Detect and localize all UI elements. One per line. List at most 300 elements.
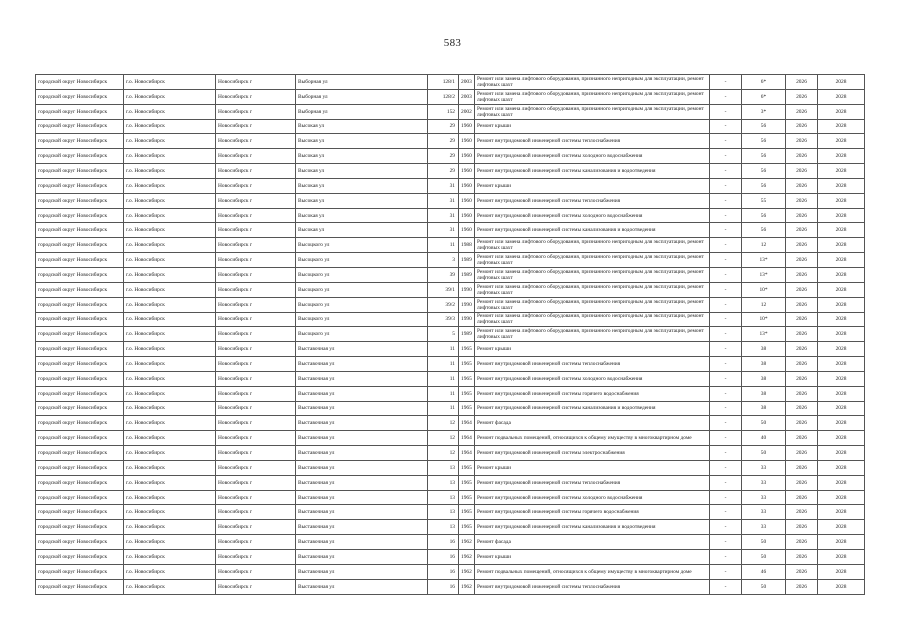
cell-dash: - <box>710 505 742 520</box>
cell-value: 12 <box>742 297 786 312</box>
cell-value: 10* <box>742 312 786 327</box>
cell-end-year: 2028 <box>818 446 865 461</box>
table-row <box>36 520 865 535</box>
cell-start-year: 2026 <box>786 401 818 416</box>
cell-municipality: городской округ Новосибирск <box>36 416 124 431</box>
cell-year: 1965 <box>459 475 475 490</box>
cell-locality: Новосибирск г <box>216 312 296 327</box>
cell-work-type: Ремонт внутридомовой инженерной системы теплоснабжения <box>475 475 710 490</box>
cell-house: 11 <box>428 371 459 386</box>
cell-street: Выставочная ул <box>296 416 428 431</box>
cell-value: 38 <box>742 357 786 372</box>
cell-value: 38 <box>742 371 786 386</box>
cell-work-type: Ремонт фасада <box>475 416 710 431</box>
cell-end-year: 2028 <box>818 327 865 342</box>
cell-year: 1964 <box>459 431 475 446</box>
cell-municipality: городской округ Новосибирск <box>36 446 124 461</box>
cell-locality: Новосибирск г <box>216 446 296 461</box>
cell-work-type: Ремонт внутридомовой инженерной системы холодного водоснабжения <box>475 490 710 505</box>
cell-municipality: городской округ Новосибирск <box>36 208 124 223</box>
cell-municipality: городской округ Новосибирск <box>36 475 124 490</box>
cell-end-year: 2028 <box>818 460 865 475</box>
cell-house: 11 <box>428 401 459 416</box>
cell-district: г.о. Новосибирск <box>124 312 216 327</box>
cell-year: 1960 <box>459 178 475 193</box>
cell-district: г.о. Новосибирск <box>124 119 216 134</box>
cell-locality: Новосибирск г <box>216 297 296 312</box>
cell-street: Выставочная ул <box>296 475 428 490</box>
cell-house: 128/2 <box>428 89 459 104</box>
cell-year: 1964 <box>459 446 475 461</box>
cell-value: 55 <box>742 193 786 208</box>
cell-end-year: 2028 <box>818 371 865 386</box>
cell-end-year: 2028 <box>818 431 865 446</box>
cell-dash: - <box>710 134 742 149</box>
table-body <box>36 75 865 595</box>
cell-dash: - <box>710 238 742 253</box>
cell-street: Выставочная ул <box>296 579 428 594</box>
cell-work-type: Ремонт внутридомовой инженерной системы теплоснабжения <box>475 579 710 594</box>
cell-street: Выставочная ул <box>296 401 428 416</box>
cell-municipality: городской округ Новосибирск <box>36 535 124 550</box>
cell-dash: - <box>710 104 742 119</box>
repair-schedule-table <box>35 74 865 595</box>
cell-municipality: городской округ Новосибирск <box>36 297 124 312</box>
cell-start-year: 2026 <box>786 89 818 104</box>
cell-start-year: 2026 <box>786 134 818 149</box>
cell-start-year: 2026 <box>786 520 818 535</box>
cell-district: г.о. Новосибирск <box>124 371 216 386</box>
cell-district: г.о. Новосибирск <box>124 149 216 164</box>
cell-start-year: 2026 <box>786 327 818 342</box>
cell-house: 152 <box>428 104 459 119</box>
cell-street: Выставочная ул <box>296 357 428 372</box>
cell-start-year: 2026 <box>786 312 818 327</box>
cell-dash: - <box>710 89 742 104</box>
cell-value: 56 <box>742 149 786 164</box>
cell-value: 56 <box>742 223 786 238</box>
cell-municipality: городской округ Новосибирск <box>36 579 124 594</box>
cell-locality: Новосибирск г <box>216 357 296 372</box>
cell-municipality: городской округ Новосибирск <box>36 327 124 342</box>
cell-start-year: 2026 <box>786 446 818 461</box>
cell-house: 12 <box>428 431 459 446</box>
cell-locality: Новосибирск г <box>216 253 296 268</box>
cell-end-year: 2028 <box>818 416 865 431</box>
cell-dash: - <box>710 297 742 312</box>
cell-dash: - <box>710 550 742 565</box>
cell-dash: - <box>710 282 742 297</box>
cell-start-year: 2026 <box>786 149 818 164</box>
cell-start-year: 2026 <box>786 297 818 312</box>
cell-house: 13 <box>428 505 459 520</box>
cell-district: г.о. Новосибирск <box>124 401 216 416</box>
cell-district: г.о. Новосибирск <box>124 178 216 193</box>
cell-district: г.о. Новосибирск <box>124 520 216 535</box>
cell-end-year: 2028 <box>818 550 865 565</box>
cell-year: 1965 <box>459 505 475 520</box>
cell-street: Выставочная ул <box>296 550 428 565</box>
cell-house: 11 <box>428 238 459 253</box>
cell-locality: Новосибирск г <box>216 431 296 446</box>
cell-year: 1962 <box>459 579 475 594</box>
cell-start-year: 2026 <box>786 342 818 357</box>
cell-work-type: Ремонт внутридомовой инженерной системы канализования и водоотведения <box>475 520 710 535</box>
cell-street: Высокая ул <box>296 178 428 193</box>
cell-work-type: Ремонт или замена лифтового оборудования, признанного непригодным для эксплуатации, ремонт лифтовых шахт <box>475 297 710 312</box>
cell-district: г.о. Новосибирск <box>124 75 216 90</box>
cell-year: 1990 <box>459 312 475 327</box>
cell-year: 2003 <box>459 89 475 104</box>
cell-street: Выборная ул <box>296 89 428 104</box>
cell-year: 1965 <box>459 401 475 416</box>
cell-locality: Новосибирск г <box>216 416 296 431</box>
cell-street: Высоцкого ул <box>296 312 428 327</box>
cell-municipality: городской округ Новосибирск <box>36 119 124 134</box>
cell-value: 56 <box>742 164 786 179</box>
cell-year: 1989 <box>459 267 475 282</box>
cell-street: Выставочная ул <box>296 490 428 505</box>
cell-street: Высокая ул <box>296 149 428 164</box>
cell-district: г.о. Новосибирск <box>124 357 216 372</box>
cell-locality: Новосибирск г <box>216 282 296 297</box>
cell-value: 50 <box>742 446 786 461</box>
table-row <box>36 505 865 520</box>
cell-district: г.о. Новосибирск <box>124 164 216 179</box>
cell-year: 1965 <box>459 386 475 401</box>
cell-house: 29 <box>428 134 459 149</box>
cell-street: Выставочная ул <box>296 386 428 401</box>
cell-municipality: городской округ Новосибирск <box>36 149 124 164</box>
cell-end-year: 2028 <box>818 401 865 416</box>
cell-municipality: городской округ Новосибирск <box>36 164 124 179</box>
cell-start-year: 2026 <box>786 475 818 490</box>
cell-locality: Новосибирск г <box>216 475 296 490</box>
cell-street: Высокая ул <box>296 208 428 223</box>
cell-street: Выставочная ул <box>296 505 428 520</box>
table-row <box>36 327 865 342</box>
cell-house: 11 <box>428 386 459 401</box>
cell-start-year: 2026 <box>786 282 818 297</box>
cell-municipality: городской округ Новосибирск <box>36 490 124 505</box>
cell-house: 16 <box>428 564 459 579</box>
cell-district: г.о. Новосибирск <box>124 490 216 505</box>
table-row <box>36 312 865 327</box>
cell-start-year: 2026 <box>786 490 818 505</box>
cell-house: 31 <box>428 178 459 193</box>
table-row <box>36 223 865 238</box>
cell-street: Высокая ул <box>296 164 428 179</box>
cell-house: 29 <box>428 164 459 179</box>
cell-year: 1989 <box>459 327 475 342</box>
table-row <box>36 253 865 268</box>
cell-house: 12 <box>428 446 459 461</box>
cell-dash: - <box>710 401 742 416</box>
cell-dash: - <box>710 431 742 446</box>
table-row <box>36 431 865 446</box>
cell-locality: Новосибирск г <box>216 267 296 282</box>
cell-start-year: 2026 <box>786 371 818 386</box>
cell-street: Высоцкого ул <box>296 282 428 297</box>
table-row <box>36 75 865 90</box>
cell-end-year: 2028 <box>818 579 865 594</box>
cell-district: г.о. Новосибирск <box>124 431 216 446</box>
cell-dash: - <box>710 327 742 342</box>
cell-end-year: 2028 <box>818 238 865 253</box>
cell-house: 11 <box>428 357 459 372</box>
table-row <box>36 446 865 461</box>
table-row <box>36 282 865 297</box>
cell-work-type: Ремонт или замена лифтового оборудования, признанного непригодным для эксплуатации, ремонт лифтовых шахт <box>475 327 710 342</box>
cell-work-type: Ремонт крыши <box>475 342 710 357</box>
cell-start-year: 2026 <box>786 164 818 179</box>
cell-dash: - <box>710 208 742 223</box>
cell-value: 38 <box>742 342 786 357</box>
cell-district: г.о. Новосибирск <box>124 460 216 475</box>
cell-locality: Новосибирск г <box>216 149 296 164</box>
cell-end-year: 2028 <box>818 178 865 193</box>
cell-value: 40 <box>742 431 786 446</box>
cell-value: 6* <box>742 75 786 90</box>
cell-street: Выставочная ул <box>296 520 428 535</box>
cell-start-year: 2026 <box>786 178 818 193</box>
cell-municipality: городской округ Новосибирск <box>36 564 124 579</box>
cell-work-type: Ремонт внутридомовой инженерной системы теплоснабжения <box>475 134 710 149</box>
cell-start-year: 2026 <box>786 193 818 208</box>
cell-locality: Новосибирск г <box>216 505 296 520</box>
cell-locality: Новосибирск г <box>216 89 296 104</box>
cell-value: 38 <box>742 386 786 401</box>
cell-end-year: 2028 <box>818 564 865 579</box>
cell-year: 1990 <box>459 282 475 297</box>
cell-municipality: городской округ Новосибирск <box>36 505 124 520</box>
cell-street: Высоцкого ул <box>296 297 428 312</box>
cell-end-year: 2028 <box>818 520 865 535</box>
cell-street: Высокая ул <box>296 134 428 149</box>
cell-house: 13 <box>428 490 459 505</box>
cell-year: 1965 <box>459 371 475 386</box>
cell-house: 31 <box>428 208 459 223</box>
table-row <box>36 89 865 104</box>
table-row <box>36 208 865 223</box>
cell-district: г.о. Новосибирск <box>124 89 216 104</box>
page-number: 583 <box>443 37 462 49</box>
cell-district: г.о. Новосибирск <box>124 550 216 565</box>
cell-locality: Новосибирск г <box>216 134 296 149</box>
table-row <box>36 104 865 119</box>
cell-locality: Новосибирск г <box>216 579 296 594</box>
table-row <box>36 535 865 550</box>
cell-end-year: 2028 <box>818 342 865 357</box>
cell-year: 1960 <box>459 193 475 208</box>
cell-municipality: городской округ Новосибирск <box>36 267 124 282</box>
cell-house: 3 <box>428 253 459 268</box>
cell-street: Выставочная ул <box>296 535 428 550</box>
cell-value: 33 <box>742 475 786 490</box>
cell-year: 1965 <box>459 357 475 372</box>
cell-value: 56 <box>742 178 786 193</box>
cell-work-type: Ремонт внутридомовой инженерной системы горячего водоснабжения <box>475 505 710 520</box>
cell-street: Выборная ул <box>296 75 428 90</box>
cell-street: Выставочная ул <box>296 371 428 386</box>
cell-value: 46 <box>742 564 786 579</box>
cell-value: 38 <box>742 401 786 416</box>
cell-district: г.о. Новосибирск <box>124 535 216 550</box>
cell-dash: - <box>710 253 742 268</box>
cell-value: 50 <box>742 579 786 594</box>
cell-dash: - <box>710 535 742 550</box>
cell-dash: - <box>710 193 742 208</box>
cell-dash: - <box>710 475 742 490</box>
cell-district: г.о. Новосибирск <box>124 282 216 297</box>
cell-district: г.о. Новосибирск <box>124 564 216 579</box>
cell-dash: - <box>710 342 742 357</box>
cell-year: 1989 <box>459 253 475 268</box>
cell-work-type: Ремонт крыши <box>475 460 710 475</box>
cell-start-year: 2026 <box>786 431 818 446</box>
cell-start-year: 2026 <box>786 75 818 90</box>
cell-value: 56 <box>742 119 786 134</box>
cell-dash: - <box>710 579 742 594</box>
cell-municipality: городской округ Новосибирск <box>36 238 124 253</box>
cell-start-year: 2026 <box>786 579 818 594</box>
cell-dash: - <box>710 119 742 134</box>
cell-value: 33 <box>742 505 786 520</box>
cell-work-type: Ремонт крыши <box>475 178 710 193</box>
table-row <box>36 490 865 505</box>
cell-street: Выставочная ул <box>296 564 428 579</box>
cell-dash: - <box>710 149 742 164</box>
cell-start-year: 2026 <box>786 386 818 401</box>
cell-dash: - <box>710 446 742 461</box>
table-row <box>36 564 865 579</box>
cell-work-type: Ремонт крыши <box>475 550 710 565</box>
cell-house: 39/2 <box>428 297 459 312</box>
cell-value: 50 <box>742 416 786 431</box>
cell-start-year: 2026 <box>786 119 818 134</box>
cell-municipality: городской округ Новосибирск <box>36 104 124 119</box>
cell-municipality: городской округ Новосибирск <box>36 193 124 208</box>
cell-house: 5 <box>428 327 459 342</box>
cell-value: 3* <box>742 104 786 119</box>
cell-end-year: 2028 <box>818 164 865 179</box>
cell-house: 13 <box>428 520 459 535</box>
cell-end-year: 2028 <box>818 297 865 312</box>
cell-work-type: Ремонт внутридомовой инженерной системы теплоснабжения <box>475 193 710 208</box>
cell-locality: Новосибирск г <box>216 535 296 550</box>
cell-house: 13 <box>428 460 459 475</box>
cell-work-type: Ремонт внутридомовой инженерной системы холодного водоснабжения <box>475 208 710 223</box>
cell-end-year: 2028 <box>818 386 865 401</box>
cell-year: 2003 <box>459 75 475 90</box>
cell-district: г.о. Новосибирск <box>124 134 216 149</box>
cell-locality: Новосибирск г <box>216 327 296 342</box>
cell-municipality: городской округ Новосибирск <box>36 75 124 90</box>
cell-street: Выставочная ул <box>296 431 428 446</box>
table-row <box>36 579 865 594</box>
cell-end-year: 2028 <box>818 475 865 490</box>
cell-locality: Новосибирск г <box>216 119 296 134</box>
table-row <box>36 149 865 164</box>
cell-municipality: городской округ Новосибирск <box>36 134 124 149</box>
cell-dash: - <box>710 178 742 193</box>
cell-end-year: 2028 <box>818 89 865 104</box>
cell-dash: - <box>710 312 742 327</box>
cell-work-type: Ремонт фасада <box>475 535 710 550</box>
cell-work-type: Ремонт подвальных помещений, относящихся к общему имуществу в многоквартирном доме <box>475 431 710 446</box>
cell-start-year: 2026 <box>786 416 818 431</box>
cell-start-year: 2026 <box>786 550 818 565</box>
cell-municipality: городской округ Новосибирск <box>36 282 124 297</box>
cell-start-year: 2026 <box>786 208 818 223</box>
cell-end-year: 2028 <box>818 104 865 119</box>
cell-locality: Новосибирск г <box>216 490 296 505</box>
cell-street: Выставочная ул <box>296 460 428 475</box>
cell-start-year: 2026 <box>786 535 818 550</box>
cell-end-year: 2028 <box>818 253 865 268</box>
table-row <box>36 550 865 565</box>
cell-locality: Новосибирск г <box>216 550 296 565</box>
cell-locality: Новосибирск г <box>216 193 296 208</box>
cell-work-type: Ремонт или замена лифтового оборудования, признанного непригодным для эксплуатации, ремонт лифтовых шахт <box>475 312 710 327</box>
cell-dash: - <box>710 490 742 505</box>
cell-house: 31 <box>428 223 459 238</box>
cell-dash: - <box>710 416 742 431</box>
cell-street: Выставочная ул <box>296 342 428 357</box>
cell-value: 13* <box>742 327 786 342</box>
table-row <box>36 297 865 312</box>
table-row <box>36 475 865 490</box>
cell-municipality: городской округ Новосибирск <box>36 401 124 416</box>
cell-municipality: городской округ Новосибирск <box>36 431 124 446</box>
cell-district: г.о. Новосибирск <box>124 446 216 461</box>
cell-municipality: городской округ Новосибирск <box>36 357 124 372</box>
cell-dash: - <box>710 75 742 90</box>
cell-district: г.о. Новосибирск <box>124 297 216 312</box>
cell-value: 13* <box>742 253 786 268</box>
table-row <box>36 357 865 372</box>
cell-year: 1960 <box>459 134 475 149</box>
cell-end-year: 2028 <box>818 505 865 520</box>
cell-house: 16 <box>428 579 459 594</box>
cell-municipality: городской округ Новосибирск <box>36 223 124 238</box>
cell-municipality: городской округ Новосибирск <box>36 312 124 327</box>
cell-end-year: 2028 <box>818 490 865 505</box>
cell-start-year: 2026 <box>786 104 818 119</box>
table-row <box>36 386 865 401</box>
cell-year: 1988 <box>459 238 475 253</box>
cell-municipality: городской округ Новосибирск <box>36 342 124 357</box>
cell-street: Высоцкого ул <box>296 327 428 342</box>
cell-value: 10* <box>742 282 786 297</box>
cell-year: 1960 <box>459 223 475 238</box>
cell-year: 1965 <box>459 490 475 505</box>
cell-locality: Новосибирск г <box>216 520 296 535</box>
table-row <box>36 119 865 134</box>
cell-work-type: Ремонт или замена лифтового оборудования, признанного непригодным для эксплуатации, ремонт лифтовых шахт <box>475 267 710 282</box>
table-row <box>36 460 865 475</box>
cell-district: г.о. Новосибирск <box>124 208 216 223</box>
cell-year: 1962 <box>459 550 475 565</box>
table-row <box>36 193 865 208</box>
cell-start-year: 2026 <box>786 238 818 253</box>
cell-dash: - <box>710 267 742 282</box>
table-row <box>36 342 865 357</box>
cell-year: 1965 <box>459 342 475 357</box>
cell-work-type: Ремонт крыши <box>475 119 710 134</box>
cell-district: г.о. Новосибирск <box>124 267 216 282</box>
cell-work-type: Ремонт или замена лифтового оборудования, признанного непригодным для эксплуатации, ремонт лифтовых шахт <box>475 282 710 297</box>
